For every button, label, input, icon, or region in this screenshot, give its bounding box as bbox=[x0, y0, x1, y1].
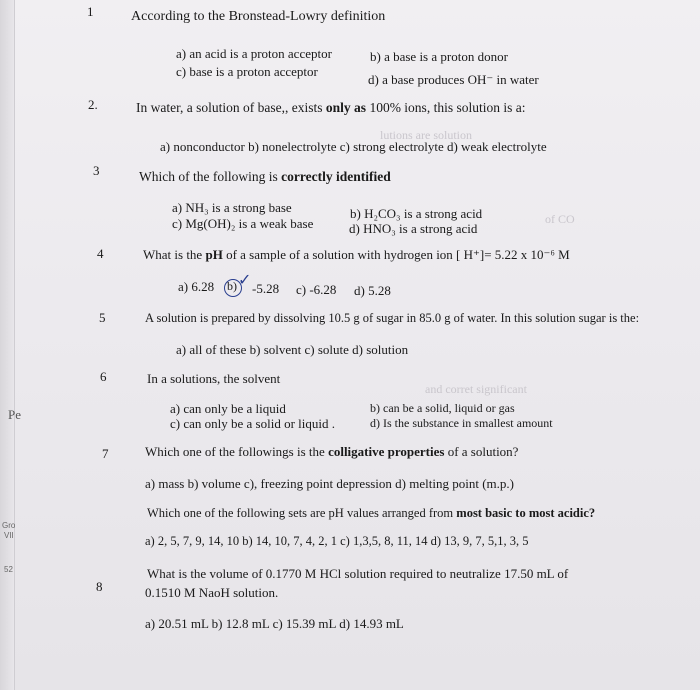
question-prompt bbox=[143, 247, 570, 263]
option-d: d) HNO₃ is a strong acid bbox=[349, 221, 478, 236]
question-prompt: What is the volume of 0.1770 M HCl solution required to neutralize 17.50 mL of bbox=[147, 566, 569, 581]
question-prompt bbox=[136, 100, 525, 116]
prompt-text: Which of the following is bbox=[139, 169, 282, 184]
prompt-emphasis: most basic to most acidic? bbox=[456, 506, 596, 520]
option-d: d) 5.28 bbox=[354, 283, 391, 298]
question-number: 1 bbox=[87, 4, 94, 19]
option-a: a) can only be a liquid bbox=[170, 401, 286, 416]
question-prompt-continued: 0.1510 M NaoH solution. bbox=[145, 585, 279, 600]
prompt-emphasis: colligative properties bbox=[328, 444, 445, 459]
option-d: d) a base produces OH⁻ in water bbox=[368, 72, 539, 87]
option-a: a) 6.28 bbox=[178, 279, 215, 294]
margin-text: VII bbox=[4, 531, 14, 540]
prompt-text: In water, a solution of base,, exists bbox=[136, 100, 326, 115]
margin-text: Gro bbox=[2, 521, 16, 530]
option-b-value: -5.28 bbox=[252, 281, 280, 296]
option-c: c) -6.28 bbox=[296, 282, 337, 297]
margin-text: Pe bbox=[8, 407, 21, 422]
prompt-text: Which one of the following sets are pH values arranged from bbox=[147, 506, 457, 520]
prompt-emphasis: only as bbox=[325, 100, 367, 115]
prompt-emphasis: pH bbox=[205, 247, 223, 262]
option-b: b) bbox=[227, 279, 237, 293]
options-line: a) mass b) volume c), freezing point depression d) melting point (m.p.) bbox=[145, 476, 514, 491]
question-number: 4 bbox=[97, 246, 104, 261]
prompt-text: What is the bbox=[143, 247, 206, 262]
question-prompt bbox=[139, 169, 391, 185]
bleed-through-text: of CO bbox=[545, 212, 575, 226]
question-number: 3 bbox=[93, 163, 100, 178]
question-prompt: According to the Bronstead-Lowry definition bbox=[131, 9, 386, 24]
prompt-text: Which one of the followings is the bbox=[145, 444, 329, 459]
option-c: c) base is a proton acceptor bbox=[176, 64, 318, 79]
options-line: a) 2, 5, 7, 9, 14, 10 b) 14, 10, 7, 4, 2, 1 c) 1,3,5, 8, 11, 14 d) 13, 9, 7, 5,1, 3, 5 bbox=[145, 534, 529, 548]
option-a: a) an acid is a proton acceptor bbox=[176, 46, 332, 61]
prompt-text: of a sample of a solution with hydrogen ion [ H⁺]= 5.22 x 10⁻⁶ M bbox=[222, 247, 570, 262]
question-number: 8 bbox=[96, 579, 103, 594]
options-line: a) 20.51 mL b) 12.8 mL c) 15.39 mL d) 14.93 mL bbox=[145, 616, 404, 631]
question-prompt: A solution is prepared by dissolving 10.5 g of sugar in 85.0 g of water. In this solution sugar is the: bbox=[145, 311, 640, 325]
prompt-text: 100% ions, this solution is a: bbox=[366, 100, 526, 115]
question-prompt: In a solutions, the solvent bbox=[147, 371, 281, 386]
option-c: c) Mg(OH)₂ is a weak base bbox=[172, 216, 314, 231]
question-number: 5 bbox=[99, 310, 106, 325]
options-line: a) all of these b) solvent c) solute d) solution bbox=[176, 342, 409, 357]
question-number: 7 bbox=[102, 446, 109, 461]
bleed-through-text: and corret significant bbox=[425, 382, 527, 396]
bleed-through-text: lutions are solution bbox=[380, 128, 472, 142]
previous-page-edge bbox=[0, 0, 15, 690]
option-b: b) H₂CO₃ is a strong acid bbox=[350, 206, 483, 221]
question-number: 2. bbox=[88, 97, 98, 112]
question-prompt bbox=[145, 444, 518, 460]
question-number: 6 bbox=[100, 369, 107, 384]
option-a: a) NH₃ is a strong base bbox=[172, 200, 292, 215]
options-line: a) nonconductor b) nonelectrolyte c) strong electrolyte d) weak electrolyte bbox=[160, 139, 547, 154]
prompt-text: of a solution? bbox=[444, 444, 519, 459]
margin-text: 52 bbox=[4, 565, 13, 574]
option-c: c) can only be a solid or liquid . bbox=[170, 416, 335, 431]
check-mark-icon: ✓ bbox=[238, 270, 252, 289]
option-b: b) a base is a proton donor bbox=[370, 49, 508, 64]
option-d: d) Is the substance in smallest amount bbox=[370, 416, 553, 430]
option-b: b) can be a solid, liquid or gas bbox=[370, 401, 515, 415]
prompt-emphasis: correctly identified bbox=[281, 169, 391, 184]
question-prompt bbox=[147, 506, 595, 521]
